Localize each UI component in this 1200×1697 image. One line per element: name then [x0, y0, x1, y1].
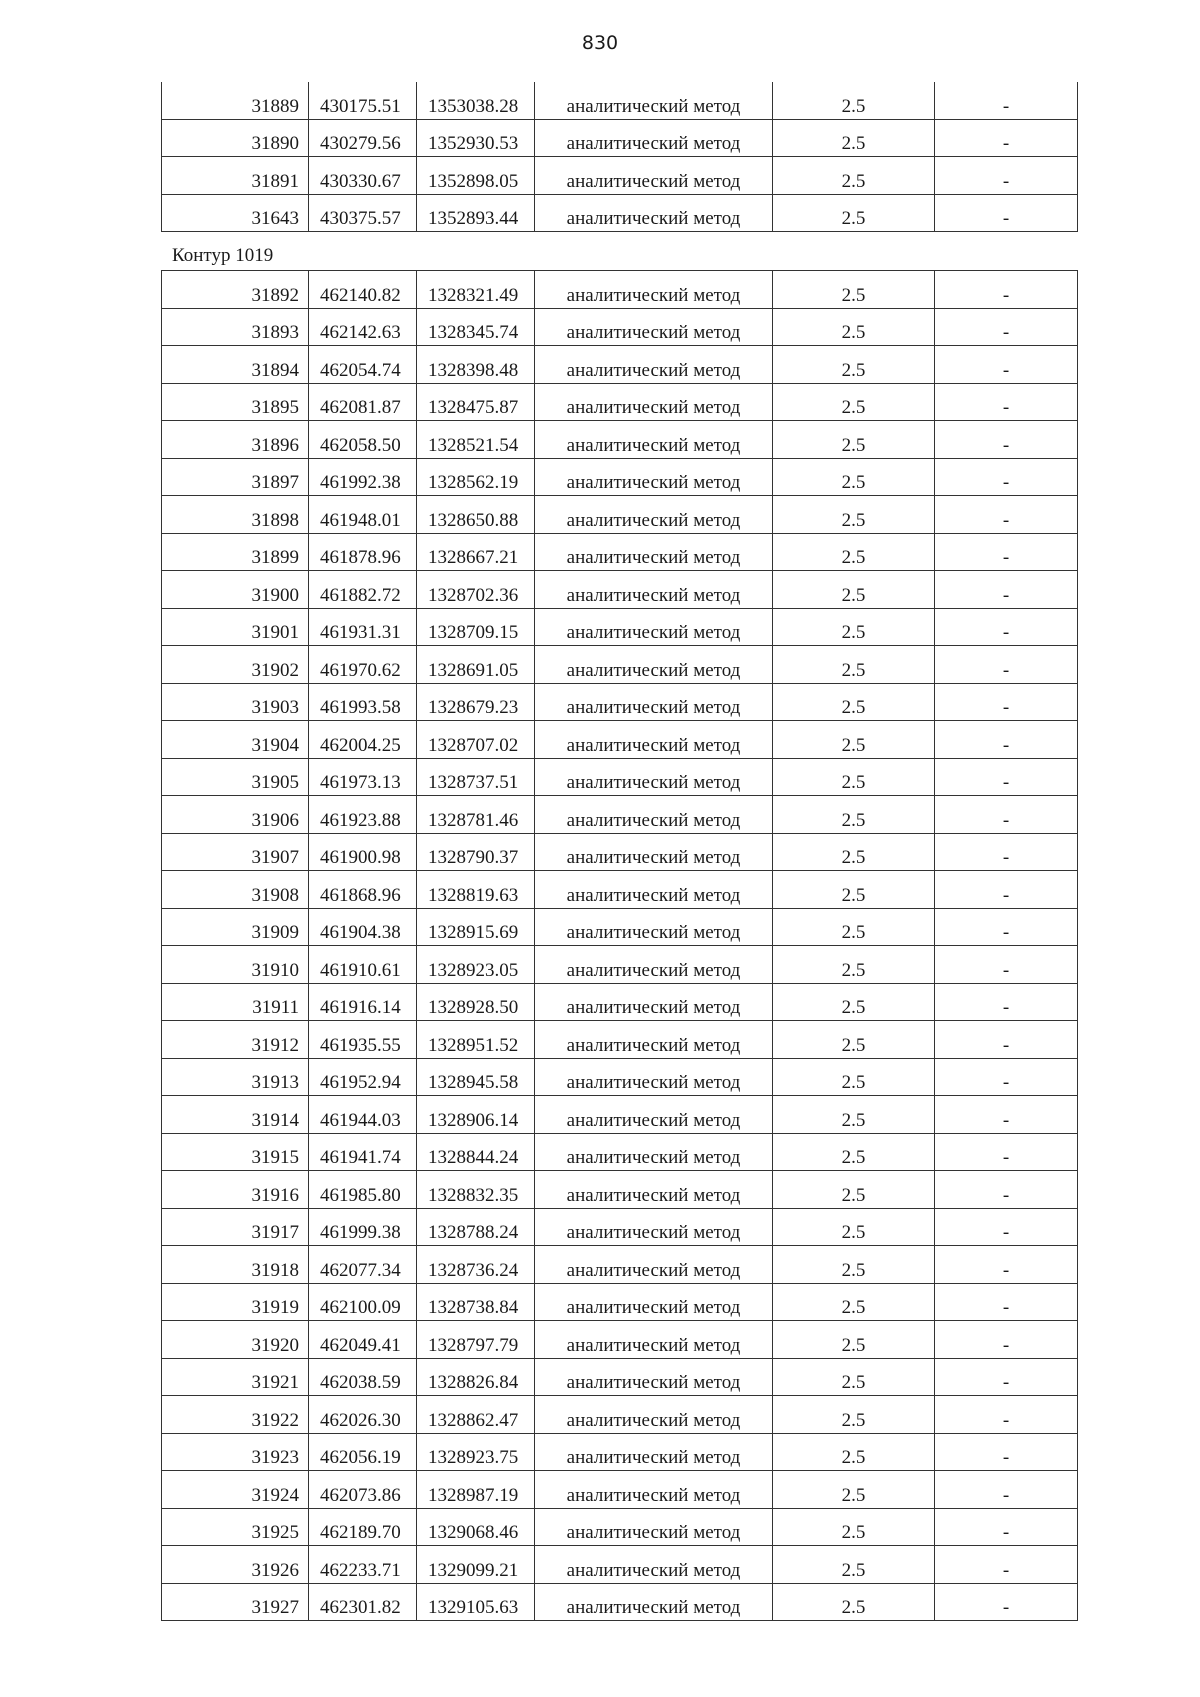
y-coordinate-cell: 1328679.23 [417, 683, 535, 721]
note-cell: - [935, 119, 1078, 157]
method-cell: аналитический метод [535, 1471, 773, 1509]
note-cell: - [935, 346, 1078, 384]
precision-cell: 2.5 [773, 1021, 935, 1059]
table-row [162, 383, 1078, 421]
method-cell: аналитический метод [535, 796, 773, 834]
x-coordinate-cell: 430279.56 [309, 119, 417, 157]
y-coordinate-cell: 1328951.52 [417, 1021, 535, 1059]
method-cell: аналитический метод [535, 458, 773, 496]
table-row [162, 82, 1078, 119]
method-cell: аналитический метод [535, 1283, 773, 1321]
point-number-cell: 31889 [162, 82, 309, 119]
note-cell: - [935, 1321, 1078, 1359]
table-row [162, 1583, 1078, 1621]
coordinates-table-contour-1019 [161, 270, 1078, 1621]
precision-cell: 2.5 [773, 983, 935, 1021]
y-coordinate-cell: 1328321.49 [417, 271, 535, 309]
method-cell: аналитический метод [535, 758, 773, 796]
table-row [162, 194, 1078, 232]
x-coordinate-cell: 430175.51 [309, 82, 417, 119]
method-cell: аналитический метод [535, 571, 773, 609]
point-number-cell: 31896 [162, 421, 309, 459]
point-number-cell: 31917 [162, 1208, 309, 1246]
x-coordinate-cell: 462077.34 [309, 1246, 417, 1284]
y-coordinate-cell: 1328345.74 [417, 308, 535, 346]
precision-cell: 2.5 [773, 908, 935, 946]
precision-cell: 2.5 [773, 1358, 935, 1396]
point-number-cell: 31924 [162, 1471, 309, 1509]
table-row [162, 1021, 1078, 1059]
precision-cell: 2.5 [773, 1546, 935, 1584]
table-row [162, 721, 1078, 759]
y-coordinate-cell: 1328707.02 [417, 721, 535, 759]
note-cell: - [935, 871, 1078, 909]
point-number-cell: 31892 [162, 271, 309, 309]
precision-cell: 2.5 [773, 1433, 935, 1471]
method-cell: аналитический метод [535, 1358, 773, 1396]
precision-cell: 2.5 [773, 1246, 935, 1284]
precision-cell: 2.5 [773, 683, 935, 721]
method-cell: аналитический метод [535, 1583, 773, 1621]
precision-cell: 2.5 [773, 1471, 935, 1509]
x-coordinate-cell: 462058.50 [309, 421, 417, 459]
x-coordinate-cell: 461970.62 [309, 646, 417, 684]
x-coordinate-cell: 462142.63 [309, 308, 417, 346]
x-coordinate-cell: 461941.74 [309, 1133, 417, 1171]
y-coordinate-cell: 1328923.75 [417, 1433, 535, 1471]
table-row [162, 421, 1078, 459]
method-cell: аналитический метод [535, 871, 773, 909]
note-cell: - [935, 1433, 1078, 1471]
x-coordinate-cell: 462100.09 [309, 1283, 417, 1321]
method-cell: аналитический метод [535, 1208, 773, 1246]
x-coordinate-cell: 462049.41 [309, 1321, 417, 1359]
point-number-cell: 31918 [162, 1246, 309, 1284]
note-cell: - [935, 194, 1078, 232]
x-coordinate-cell: 461904.38 [309, 908, 417, 946]
precision-cell: 2.5 [773, 796, 935, 834]
y-coordinate-cell: 1328826.84 [417, 1358, 535, 1396]
method-cell: аналитический метод [535, 533, 773, 571]
y-coordinate-cell: 1328906.14 [417, 1096, 535, 1134]
point-number-cell: 31915 [162, 1133, 309, 1171]
precision-cell: 2.5 [773, 1171, 935, 1209]
precision-cell: 2.5 [773, 758, 935, 796]
precision-cell: 2.5 [773, 1396, 935, 1434]
x-coordinate-cell: 462073.86 [309, 1471, 417, 1509]
y-coordinate-cell: 1328987.19 [417, 1471, 535, 1509]
x-coordinate-cell: 461948.01 [309, 496, 417, 534]
note-cell: - [935, 1583, 1078, 1621]
note-cell: - [935, 1546, 1078, 1584]
x-coordinate-cell: 430375.57 [309, 194, 417, 232]
precision-cell: 2.5 [773, 1321, 935, 1359]
table-row [162, 1471, 1078, 1509]
table-row [162, 308, 1078, 346]
precision-cell: 2.5 [773, 1583, 935, 1621]
method-cell: аналитический метод [535, 833, 773, 871]
method-cell: аналитический метод [535, 946, 773, 984]
x-coordinate-cell: 461910.61 [309, 946, 417, 984]
y-coordinate-cell: 1352893.44 [417, 194, 535, 232]
y-coordinate-cell: 1328521.54 [417, 421, 535, 459]
note-cell: - [935, 721, 1078, 759]
method-cell: аналитический метод [535, 383, 773, 421]
point-number-cell: 31898 [162, 496, 309, 534]
note-cell: - [935, 1246, 1078, 1284]
x-coordinate-cell: 461952.94 [309, 1058, 417, 1096]
point-number-cell: 31906 [162, 796, 309, 834]
table-row [162, 871, 1078, 909]
note-cell: - [935, 833, 1078, 871]
note-cell: - [935, 1358, 1078, 1396]
method-cell: аналитический метод [535, 271, 773, 309]
y-coordinate-cell: 1328709.15 [417, 608, 535, 646]
precision-cell: 2.5 [773, 82, 935, 119]
x-coordinate-cell: 461923.88 [309, 796, 417, 834]
precision-cell: 2.5 [773, 833, 935, 871]
y-coordinate-cell: 1328790.37 [417, 833, 535, 871]
table-row [162, 157, 1078, 195]
note-cell: - [935, 1396, 1078, 1434]
method-cell: аналитический метод [535, 1546, 773, 1584]
y-coordinate-cell: 1328832.35 [417, 1171, 535, 1209]
note-cell: - [935, 1021, 1078, 1059]
method-cell: аналитический метод [535, 1096, 773, 1134]
point-number-cell: 31919 [162, 1283, 309, 1321]
x-coordinate-cell: 462056.19 [309, 1433, 417, 1471]
table-row [162, 1133, 1078, 1171]
y-coordinate-cell: 1329105.63 [417, 1583, 535, 1621]
note-cell: - [935, 82, 1078, 119]
table-row [162, 1171, 1078, 1209]
point-number-cell: 31904 [162, 721, 309, 759]
note-cell: - [935, 758, 1078, 796]
precision-cell: 2.5 [773, 458, 935, 496]
note-cell: - [935, 908, 1078, 946]
table-row [162, 496, 1078, 534]
x-coordinate-cell: 461868.96 [309, 871, 417, 909]
y-coordinate-cell: 1328475.87 [417, 383, 535, 421]
note-cell: - [935, 946, 1078, 984]
precision-cell: 2.5 [773, 119, 935, 157]
point-number-cell: 31912 [162, 1021, 309, 1059]
y-coordinate-cell: 1328819.63 [417, 871, 535, 909]
precision-cell: 2.5 [773, 571, 935, 609]
point-number-cell: 31897 [162, 458, 309, 496]
point-number-cell: 31910 [162, 946, 309, 984]
table-row [162, 1246, 1078, 1284]
point-number-cell: 31911 [162, 983, 309, 1021]
page-number: 830 [581, 32, 619, 54]
x-coordinate-cell: 461999.38 [309, 1208, 417, 1246]
precision-cell: 2.5 [773, 533, 935, 571]
table-row [162, 1058, 1078, 1096]
point-number-cell: 31903 [162, 683, 309, 721]
precision-cell: 2.5 [773, 1208, 935, 1246]
precision-cell: 2.5 [773, 1058, 935, 1096]
method-cell: аналитический метод [535, 1133, 773, 1171]
note-cell: - [935, 533, 1078, 571]
precision-cell: 2.5 [773, 421, 935, 459]
point-number-cell: 31900 [162, 571, 309, 609]
method-cell: аналитический метод [535, 1021, 773, 1059]
note-cell: - [935, 1133, 1078, 1171]
y-coordinate-cell: 1328737.51 [417, 758, 535, 796]
table-row [162, 833, 1078, 871]
point-number-cell: 31891 [162, 157, 309, 195]
x-coordinate-cell: 461900.98 [309, 833, 417, 871]
method-cell: аналитический метод [535, 1058, 773, 1096]
method-cell: аналитический метод [535, 646, 773, 684]
point-number-cell: 31902 [162, 646, 309, 684]
x-coordinate-cell: 462233.71 [309, 1546, 417, 1584]
y-coordinate-cell: 1328945.58 [417, 1058, 535, 1096]
table-row [162, 571, 1078, 609]
point-number-cell: 31890 [162, 119, 309, 157]
precision-cell: 2.5 [773, 1133, 935, 1171]
table-row [162, 1433, 1078, 1471]
y-coordinate-cell: 1353038.28 [417, 82, 535, 119]
note-cell: - [935, 458, 1078, 496]
point-number-cell: 31913 [162, 1058, 309, 1096]
precision-cell: 2.5 [773, 1096, 935, 1134]
y-coordinate-cell: 1352930.53 [417, 119, 535, 157]
note-cell: - [935, 157, 1078, 195]
table-row [162, 646, 1078, 684]
note-cell: - [935, 383, 1078, 421]
method-cell: аналитический метод [535, 308, 773, 346]
y-coordinate-cell: 1328844.24 [417, 1133, 535, 1171]
x-coordinate-cell: 461973.13 [309, 758, 417, 796]
precision-cell: 2.5 [773, 646, 935, 684]
point-number-cell: 31643 [162, 194, 309, 232]
point-number-cell: 31894 [162, 346, 309, 384]
x-coordinate-cell: 461878.96 [309, 533, 417, 571]
x-coordinate-cell: 461882.72 [309, 571, 417, 609]
y-coordinate-cell: 1328923.05 [417, 946, 535, 984]
method-cell: аналитический метод [535, 1246, 773, 1284]
y-coordinate-cell: 1328738.84 [417, 1283, 535, 1321]
precision-cell: 2.5 [773, 194, 935, 232]
method-cell: аналитический метод [535, 157, 773, 195]
table-row [162, 1208, 1078, 1246]
table-row [162, 346, 1078, 384]
table-row [162, 1283, 1078, 1321]
note-cell: - [935, 1471, 1078, 1509]
x-coordinate-cell: 461944.03 [309, 1096, 417, 1134]
point-number-cell: 31923 [162, 1433, 309, 1471]
point-number-cell: 31907 [162, 833, 309, 871]
y-coordinate-cell: 1328736.24 [417, 1246, 535, 1284]
precision-cell: 2.5 [773, 157, 935, 195]
precision-cell: 2.5 [773, 871, 935, 909]
precision-cell: 2.5 [773, 346, 935, 384]
table-row [162, 458, 1078, 496]
x-coordinate-cell: 461985.80 [309, 1171, 417, 1209]
y-coordinate-cell: 1328788.24 [417, 1208, 535, 1246]
method-cell: аналитический метод [535, 119, 773, 157]
table-row [162, 796, 1078, 834]
y-coordinate-cell: 1328398.48 [417, 346, 535, 384]
point-number-cell: 31905 [162, 758, 309, 796]
note-cell: - [935, 271, 1078, 309]
x-coordinate-cell: 461931.31 [309, 608, 417, 646]
precision-cell: 2.5 [773, 721, 935, 759]
note-cell: - [935, 683, 1078, 721]
point-number-cell: 31895 [162, 383, 309, 421]
x-coordinate-cell: 430330.67 [309, 157, 417, 195]
note-cell: - [935, 608, 1078, 646]
y-coordinate-cell: 1328797.79 [417, 1321, 535, 1359]
y-coordinate-cell: 1329068.46 [417, 1508, 535, 1546]
y-coordinate-cell: 1328781.46 [417, 796, 535, 834]
method-cell: аналитический метод [535, 1433, 773, 1471]
precision-cell: 2.5 [773, 1508, 935, 1546]
y-coordinate-cell: 1328562.19 [417, 458, 535, 496]
point-number-cell: 31914 [162, 1096, 309, 1134]
table-row [162, 1546, 1078, 1584]
precision-cell: 2.5 [773, 496, 935, 534]
y-coordinate-cell: 1328702.36 [417, 571, 535, 609]
note-cell: - [935, 1058, 1078, 1096]
note-cell: - [935, 796, 1078, 834]
table-row [162, 1396, 1078, 1434]
y-coordinate-cell: 1328862.47 [417, 1396, 535, 1434]
point-number-cell: 31916 [162, 1171, 309, 1209]
table-row [162, 533, 1078, 571]
x-coordinate-cell: 462081.87 [309, 383, 417, 421]
method-cell: аналитический метод [535, 1321, 773, 1359]
table-row [162, 1508, 1078, 1546]
y-coordinate-cell: 1328667.21 [417, 533, 535, 571]
note-cell: - [935, 496, 1078, 534]
table-row [162, 983, 1078, 1021]
precision-cell: 2.5 [773, 1283, 935, 1321]
note-cell: - [935, 308, 1078, 346]
note-cell: - [935, 1508, 1078, 1546]
method-cell: аналитический метод [535, 194, 773, 232]
precision-cell: 2.5 [773, 946, 935, 984]
x-coordinate-cell: 462189.70 [309, 1508, 417, 1546]
note-cell: - [935, 571, 1078, 609]
method-cell: аналитический метод [535, 683, 773, 721]
method-cell: аналитический метод [535, 496, 773, 534]
table-row [162, 1358, 1078, 1396]
method-cell: аналитический метод [535, 82, 773, 119]
y-coordinate-cell: 1329099.21 [417, 1546, 535, 1584]
method-cell: аналитический метод [535, 346, 773, 384]
point-number-cell: 31901 [162, 608, 309, 646]
section-title: Контур 1019 [172, 245, 274, 266]
y-coordinate-cell: 1328691.05 [417, 646, 535, 684]
table-row [162, 758, 1078, 796]
point-number-cell: 31909 [162, 908, 309, 946]
x-coordinate-cell: 462054.74 [309, 346, 417, 384]
point-number-cell: 31893 [162, 308, 309, 346]
note-cell: - [935, 421, 1078, 459]
note-cell: - [935, 1208, 1078, 1246]
coordinates-table-continued [161, 82, 1078, 232]
table-row [162, 271, 1078, 309]
point-number-cell: 31925 [162, 1508, 309, 1546]
x-coordinate-cell: 462038.59 [309, 1358, 417, 1396]
point-number-cell: 31921 [162, 1358, 309, 1396]
x-coordinate-cell: 462301.82 [309, 1583, 417, 1621]
y-coordinate-cell: 1352898.05 [417, 157, 535, 195]
method-cell: аналитический метод [535, 608, 773, 646]
y-coordinate-cell: 1328915.69 [417, 908, 535, 946]
x-coordinate-cell: 462026.30 [309, 1396, 417, 1434]
precision-cell: 2.5 [773, 608, 935, 646]
x-coordinate-cell: 461935.55 [309, 1021, 417, 1059]
precision-cell: 2.5 [773, 308, 935, 346]
point-number-cell: 31927 [162, 1583, 309, 1621]
point-number-cell: 31920 [162, 1321, 309, 1359]
table-row [162, 1321, 1078, 1359]
x-coordinate-cell: 461993.58 [309, 683, 417, 721]
point-number-cell: 31926 [162, 1546, 309, 1584]
y-coordinate-cell: 1328928.50 [417, 983, 535, 1021]
table-row [162, 908, 1078, 946]
point-number-cell: 31922 [162, 1396, 309, 1434]
note-cell: - [935, 983, 1078, 1021]
table-row [162, 608, 1078, 646]
method-cell: аналитический метод [535, 1396, 773, 1434]
x-coordinate-cell: 462140.82 [309, 271, 417, 309]
y-coordinate-cell: 1328650.88 [417, 496, 535, 534]
note-cell: - [935, 1096, 1078, 1134]
x-coordinate-cell: 462004.25 [309, 721, 417, 759]
x-coordinate-cell: 461992.38 [309, 458, 417, 496]
method-cell: аналитический метод [535, 421, 773, 459]
note-cell: - [935, 646, 1078, 684]
method-cell: аналитический метод [535, 908, 773, 946]
x-coordinate-cell: 461916.14 [309, 983, 417, 1021]
precision-cell: 2.5 [773, 271, 935, 309]
table-row [162, 119, 1078, 157]
method-cell: аналитический метод [535, 1171, 773, 1209]
method-cell: аналитический метод [535, 1508, 773, 1546]
table-row [162, 683, 1078, 721]
note-cell: - [935, 1171, 1078, 1209]
precision-cell: 2.5 [773, 383, 935, 421]
point-number-cell: 31899 [162, 533, 309, 571]
method-cell: аналитический метод [535, 721, 773, 759]
note-cell: - [935, 1283, 1078, 1321]
table-row [162, 1096, 1078, 1134]
method-cell: аналитический метод [535, 983, 773, 1021]
point-number-cell: 31908 [162, 871, 309, 909]
table-row [162, 946, 1078, 984]
